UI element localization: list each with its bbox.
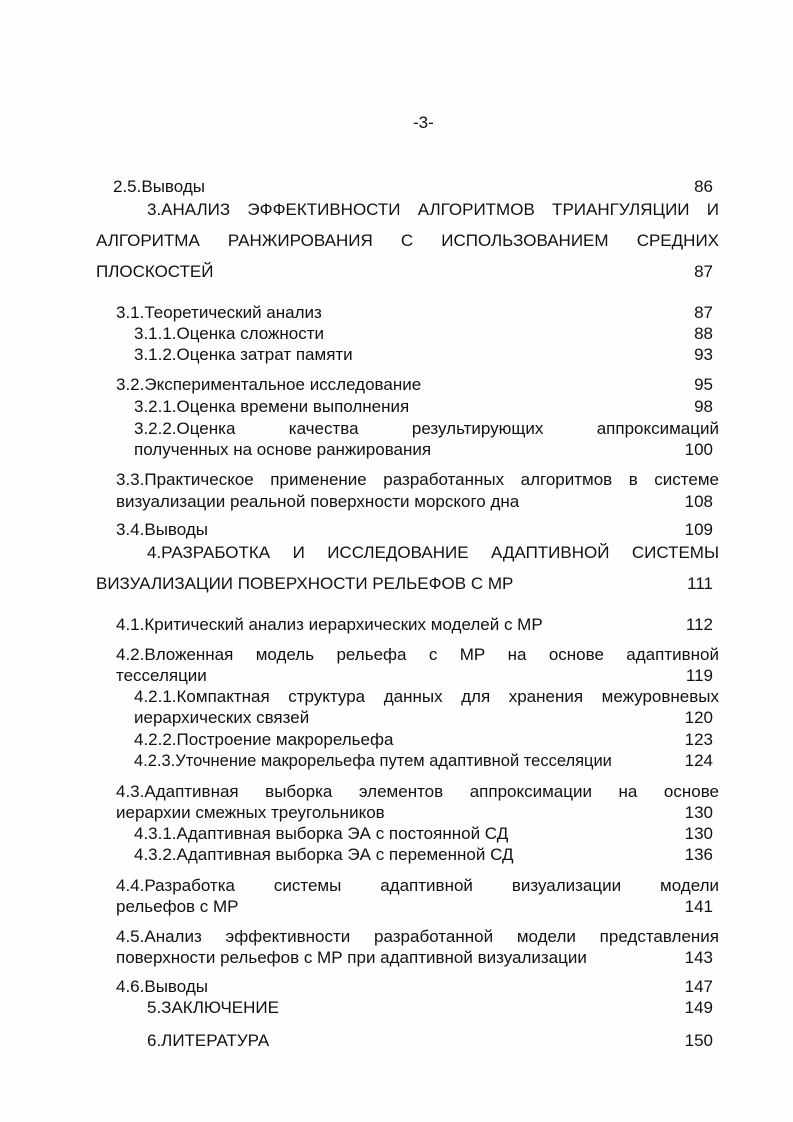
toc-entry-4-1-page: 112 (685, 615, 713, 634)
chapter-3-title-line-2: АЛГОРИТМА РАНЖИРОВАНИЯ С ИСПОЛЬЗОВАНИЕМ СРЕДНИХ (96, 231, 719, 250)
toc-entry-4-2-3-label: 4.2.3.Уточнение макрорельефа путем адаптивной тесселяции (134, 752, 612, 770)
chapter-4-title-line-2: ВИЗУАЛИЗАЦИИ ПОВЕРХНОСТИ РЕЛЬЕФОВ С МР (96, 574, 514, 593)
toc-entry-4-2-page: 119 (685, 666, 713, 685)
toc-entry-4-2-1-line-1: 4.2.1.Компактная структура данных для хранения межуровневых (134, 687, 719, 706)
toc-entry-3-3-line-2: визуализации реальной поверхности морского дна (116, 492, 520, 511)
toc-entry-3-2-2-line-1: 3.2.2.Оценка качества результирующих аппроксимаций (134, 419, 719, 438)
toc-entry-3-1-2-label: 3.1.2.Оценка затрат памяти (134, 345, 353, 364)
toc-entry-3-1-2-page: 93 (694, 345, 713, 364)
toc-entry-3-2-page: 95 (694, 375, 713, 394)
chapter-5-page: 149 (684, 998, 713, 1017)
toc-entry-3-3-line-1: 3.3.Практическое применение разработанных алгоритмов в системе (116, 470, 719, 489)
chapter-5-title: 5.ЗАКЛЮЧЕНИЕ (147, 998, 279, 1017)
toc-entry-3-2-2-line-2: полученных на основе ранжирования (134, 440, 432, 459)
toc-entry-4-3-page: 130 (684, 803, 713, 822)
chapter-3-title-line-3: ПЛОСКОСТЕЙ (96, 262, 214, 281)
toc-entry-4-2-line-2: тесселяции (116, 666, 207, 685)
toc-entry-4-3-2-page: 136 (684, 845, 713, 864)
toc-entry-3-2-2-page: 100 (684, 440, 713, 459)
toc-entry-4-3-1-page: 130 (684, 824, 713, 843)
toc-entry-3-2-label: 3.2.Экспериментальное исследование (116, 375, 422, 394)
page-number: -3- (413, 113, 434, 132)
chapter-6-page: 150 (684, 1031, 713, 1050)
toc-entry-4-5-page: 143 (684, 948, 713, 967)
toc-entry-4-2-2-page: 123 (684, 730, 713, 749)
toc-entry-4-6-page: 147 (684, 977, 713, 996)
chapter-4-page: 111 (687, 574, 713, 593)
toc-entry-4-2-1-page: 120 (684, 708, 713, 727)
toc-entry-4-4-page: 141 (684, 897, 713, 916)
toc-entry-4-2-1-line-2: иерархических связей (134, 708, 310, 727)
chapter-4-title-line-1: 4.РАЗРАБОТКА И ИССЛЕДОВАНИЕ АДАПТИВНОЙ СИСТЕМЫ (147, 543, 719, 562)
toc-entry-4-4-line-2: рельефов с МР (116, 897, 239, 916)
chapter-3-title-line-1: 3.АНАЛИЗ ЭФФЕКТИВНОСТИ АЛГОРИТМОВ ТРИАНГУЛЯЦИИ И (147, 200, 719, 219)
toc-entry-3-1-1-label: 3.1.1.Оценка сложности (134, 324, 325, 343)
toc-entry-4-3-1-label: 4.3.1.Адаптивная выборка ЭА с постоянной СД (134, 824, 509, 843)
toc-entry-4-1-label: 4.1.Критический анализ иерархических моделей с МР (116, 615, 543, 634)
toc-entry-4-2-2-label: 4.2.2.Построение макрорельефа (134, 730, 394, 749)
chapter-6-title: 6.ЛИТЕРАТУРА (147, 1031, 270, 1050)
toc-entry-3-4-label: 3.4.Выводы (116, 520, 208, 539)
toc-entry-4-6-label: 4.6.Выводы (116, 977, 208, 996)
toc-entry-4-2-line-1: 4.2.Вложенная модель рельефа с МР на основе адаптивной (116, 645, 719, 664)
toc-entry-3-1-page: 87 (694, 303, 713, 322)
toc-entry-3-2-1-label: 3.2.1.Оценка времени выполнения (134, 397, 410, 416)
toc-entry-4-4-line-1: 4.4.Разработка системы адаптивной визуализации модели (116, 876, 719, 895)
toc-entry-2-5-label: 2.5.Выводы (113, 177, 205, 196)
toc-entry-3-3-page: 108 (684, 492, 713, 511)
toc-entry-4-5-line-2: поверхности рельефов с МР при адаптивной визуализации (116, 948, 587, 967)
toc-entry-2-5-page: 86 (694, 177, 713, 196)
toc-entry-4-5-line-1: 4.5.Анализ эффективности разработанной модели представления (116, 927, 719, 946)
toc-entry-4-3-2-label: 4.3.2.Адаптивная выборка ЭА с переменной СД (134, 845, 514, 864)
toc-entry-4-2-3-page: 124 (684, 751, 713, 770)
toc-entry-4-3-line-1: 4.3.Адаптивная выборка элементов аппроксимации на основе (116, 782, 719, 801)
chapter-3-page: 87 (694, 262, 713, 281)
toc-entry-4-3-line-2: иерархии смежных треугольников (116, 803, 385, 822)
toc-entry-3-1-label: 3.1.Теоретический анализ (116, 303, 322, 322)
toc-entry-3-4-page: 109 (684, 520, 713, 539)
toc-entry-3-1-1-page: 88 (694, 324, 713, 343)
toc-entry-3-2-1-page: 98 (694, 397, 713, 416)
